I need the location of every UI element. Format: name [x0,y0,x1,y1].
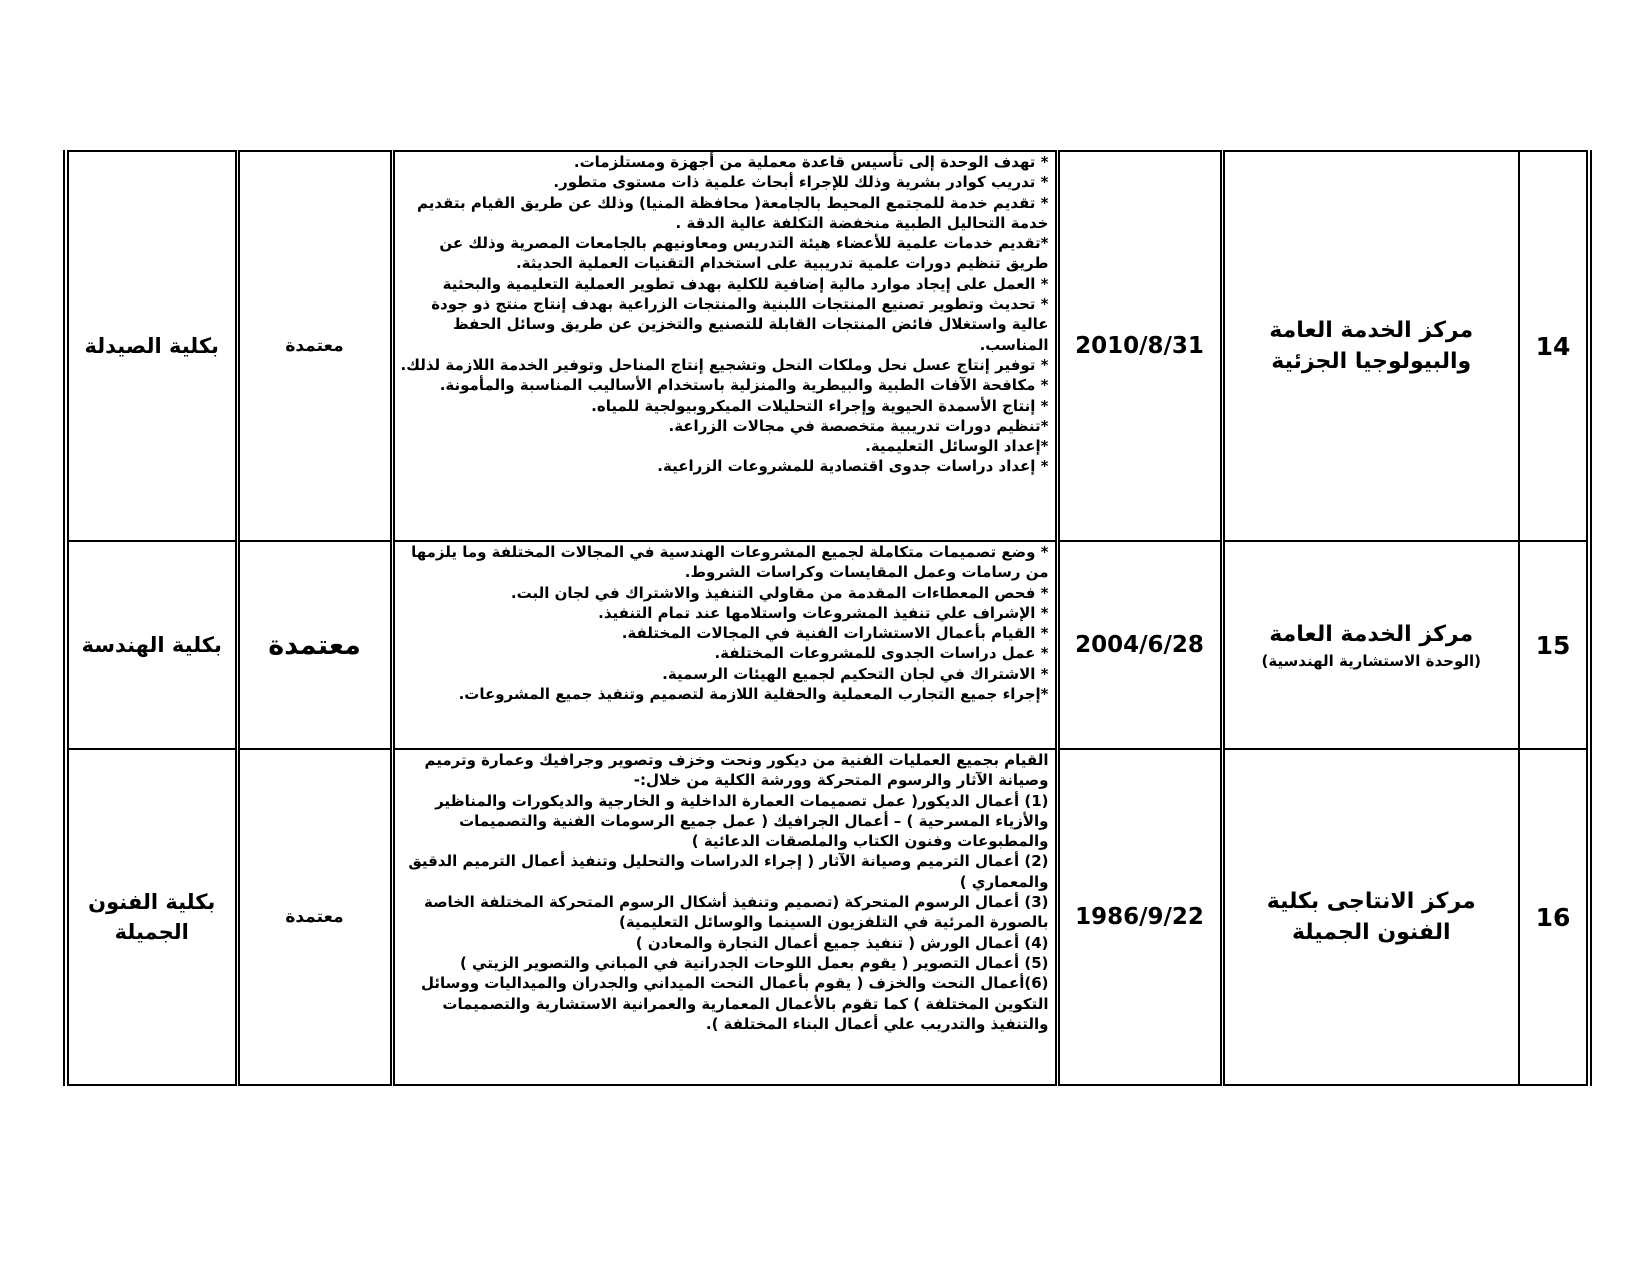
description-line: (1) أعمال الديكور( عمل تصميمات العمارة الداخلية و الخارجية والديكورات والمناظير والأزياء المسرحية ) – أعمال الجرافيك ( عمل جميع الرسومات الفنية والتصميمات والمطبوعات وفنون الكتاب والملصقات الدعائية ) [435,791,1049,851]
description-line: * إعداد دراسات جدوى اقتصادية للمشروعات الزراعية. [657,457,1049,476]
status-cell: معتمدة [237,151,392,541]
description-line: (5) أعمال التصوير ( يقوم بعمل اللوحات الجدرانية في المباني والتصوير الزيتي ) [459,953,1049,972]
description-line: *تقديم خدمات علمية للأعضاء هيئة التدريس ومعاونيهم بالجامعات المصرية وذلك عن طريق تنظيم دورات علمية تدريبية على استخدام التقنيات العملية الحديثة. [439,234,1049,273]
services-table [63,150,1592,1086]
table-body [66,151,1589,1085]
faculty-cell: بكلية الفنون الجميلة [66,749,237,1085]
status-cell: معتمدة [237,749,392,1085]
row-number-cell: 16 [1519,749,1589,1085]
description-line: (4) أعمال الورش ( تنفيذ جميع أعمال النجارة والمعادن ) [635,933,1049,952]
faculty-cell: بكلية الهندسة [66,541,237,749]
center-name-cell [1222,151,1519,541]
description-line: *تنظيم دورات تدريبية متخصصة في مجالات الزراعة. [668,416,1049,435]
description-line: * عمل دراسات الجدوى للمشروعات المختلفة. [714,644,1049,663]
establishment-date-cell: 2010/8/31 [1057,151,1222,541]
center-name: مركز الانتاجى بكلية الفنون الجميلة [1266,889,1476,945]
row-number-cell: 15 [1519,541,1589,749]
description-line: * إنتاج الأسمدة الحيوية وإجراء التحليلات الميكروبيولجية للمياه. [591,396,1049,415]
description-line: * مكافحة الآفات الطبية والبيطرية والمنزلية باستخدام الأساليب المناسبة والمأمونة. [439,376,1049,395]
description-line: *إعداد الوسائل التعليمية. [865,437,1049,456]
row-number-cell: 14 [1519,151,1589,541]
description-line: * تهدف الوحدة إلى تأسيس قاعدة معملية من أجهزة ومستلزمات. [573,153,1049,171]
faculty-cell: بكلية الصيدلة [66,151,237,541]
description-line: * القيام بأعمال الاستشارات الفنية في المجالات المختلفة. [621,624,1049,643]
description-line: * تحديث وتطوير تصنيع المنتجات اللبنية والمنتجات الزراعية بهدف إنتاج منتج ذو جودة عالية واستغلال فائض المنتجات القابلة للتصنيع والتخزين عن طريق وسائل الحفظ المناسب. [431,295,1049,354]
center-name: مركز الخدمة العامة والبيولوجيا الجزئية [1269,318,1474,374]
table-row [66,151,1589,541]
center-name-cell [1222,749,1519,1085]
status-cell: معتمدة [237,541,392,749]
description-line: (3) أعمال الرسوم المتحركة (تصميم وتنفيذ أشكال الرسوم المتحركة المختلفة الخاصة بالصورة المرئية في التلفزيون السينما والوسائل التعليمية) [423,893,1049,932]
description-line: * وضع تصميمات متكاملة لجميع المشروعات الهندسية في المجالات المختلفة وما يلزمها من رسامات وعمل المقايسات وكراسات الشروط. [411,543,1049,582]
description-line: (2) أعمال الترميم وصيانة الآثار ( إجراء الدراسات والتحليل وتنفيذ أعمال الترميم الدقيق والمعماري ) [408,852,1049,891]
description-cell [392,749,1057,1085]
center-name-subtitle: (الوحدة الاستشارية الهندسية) [1261,651,1482,670]
center-name: مركز الخدمة العامة [1269,621,1474,647]
description-line: القيام بجميع العمليات الفنية من ديكور ونحت وخزف وتصوير وجرافيك وعمارة وترميم وصيانة الآثار والرسوم المتحركة وورشة الكلية من خلال:- [424,751,1049,790]
description-line: * تدريب كوادر بشرية وذلك للإجراء أبحاث علمية ذات مستوى متطور. [553,173,1049,192]
description-cell [392,151,1057,541]
description-line: * توفير إنتاج عسل نحل وملكات النحل وتشجيع إنتاج المناحل وتوفير الخدمة اللازمة لذلك. [400,355,1049,374]
description-line: (6)أعمال النحت والخزف ( يقوم بأعمال النحت الميداني والجدران والميداليات ووسائل التكوين المختلفة ) كما تقوم بالأعمال المعمارية والعمرانية الاستشارية والتصميمات والتنفيذ والتدريب علي أعمال البناء المختلفة ). [420,974,1049,1033]
establishment-date-cell: 2004/6/28 [1057,541,1222,749]
center-name-cell [1222,541,1519,749]
description-line: * الاشتراك في لجان التحكيم لجميع الهيئات الرسمية. [662,664,1049,683]
table-row [66,749,1589,1085]
table-row [66,541,1589,749]
description-cell [392,541,1057,749]
establishment-date-cell: 1986/9/22 [1057,749,1222,1085]
description-line: * فحص المعطاءات المقدمة من مقاولي التنفيذ والاشتراك في لجان البت. [510,583,1049,602]
description-line: * تقديم خدمة للمجتمع المحيط بالجامعة( محافظة المنيا) وذلك عن طريق القيام بتقديم خدمة التحاليل الطبية منخفضة التكلفة عالية الدقة . [416,193,1049,232]
description-line: * الإشراف علي تنفيذ المشروعات واستلامها عند تمام التنفيذ. [598,603,1049,622]
description-line: * العمل على إيجاد موارد مالية إضافية للكلية بهدف تطوير العملية التعليمية والبحثية [442,274,1049,293]
description-line: *إجراء جميع التجارب المعملية والحقلية اللازمة لتصميم وتنفيذ جميع المشروعات. [458,685,1049,704]
